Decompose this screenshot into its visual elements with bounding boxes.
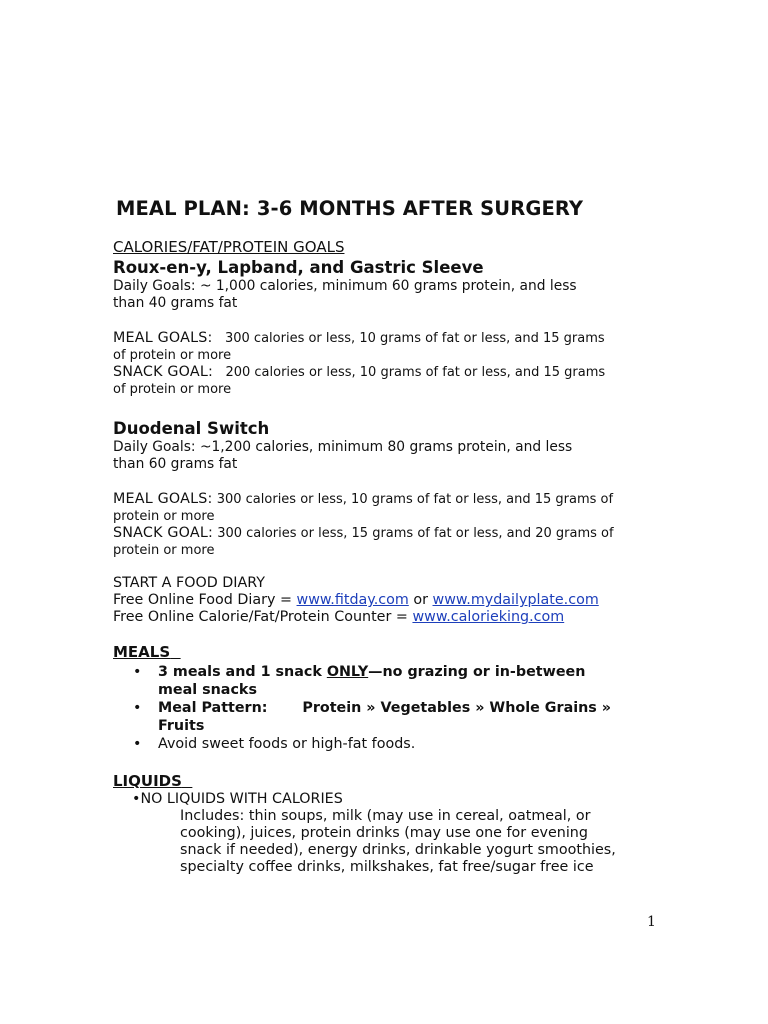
bullet-icon: • bbox=[133, 700, 142, 716]
page-number: 1 bbox=[647, 914, 656, 930]
liquids-desc-line-3: snack if needed), energy drinks, drinkable yogurt smoothies, bbox=[180, 841, 616, 858]
duodenal-snack-text-1: 300 calories or less, 15 grams of fat or less, and 20 grams of bbox=[217, 526, 614, 541]
meal-pattern-end: Fruits bbox=[158, 717, 205, 734]
roux-meal-label: MEAL GOALS: bbox=[113, 330, 213, 346]
meals-item-1-c: meal snacks bbox=[158, 681, 257, 698]
duodenal-heading: Duodenal Switch bbox=[113, 419, 270, 438]
list-item bbox=[133, 664, 658, 699]
liquids-heading: LIQUIDS bbox=[113, 771, 182, 790]
bullet-icon: • bbox=[133, 736, 142, 752]
page-title: MEAL PLAN: 3-6 MONTHS AFTER SURGERY bbox=[116, 197, 584, 220]
liquids-item-1 bbox=[132, 791, 658, 808]
roux-daily-line-1: Daily Goals: ~ 1,000 calories, minimum 60 grams protein, and less bbox=[113, 278, 577, 294]
food-diary-label: Free Online Food Diary = bbox=[113, 592, 297, 608]
meal-pattern-label: Meal Pattern: bbox=[158, 700, 268, 716]
duodenal-meal-text-1: 300 calories or less, 10 grams of fat or less, and 15 grams of bbox=[216, 492, 614, 507]
roux-snack-text-1: 200 calories or less, 10 grams of fat or less, and 15 grams bbox=[225, 365, 606, 380]
list-item bbox=[133, 736, 658, 754]
duodenal-meal-text-2: protein or more bbox=[113, 509, 215, 524]
duodenal-snack-goal bbox=[113, 525, 658, 559]
duodenal-daily-goals bbox=[113, 439, 658, 473]
meals-item-1-b: —no grazing or in-between bbox=[368, 664, 586, 680]
meal-pattern-sequence: Protein » Vegetables » Whole Grains » bbox=[302, 700, 612, 716]
liquids-desc-line-4: specialty coffee drinks, milkshakes, fat free/sugar free ice bbox=[180, 859, 594, 876]
roux-snack-goal bbox=[113, 364, 658, 398]
duodenal-snack-text-2: protein or more bbox=[113, 543, 215, 558]
roux-meal-text-2: of protein or more bbox=[113, 348, 232, 363]
food-diary-heading: START A FOOD DIARY bbox=[113, 575, 266, 591]
fitday-link[interactable]: www.fitday.com bbox=[296, 592, 409, 608]
liquids-item-1-text: NO LIQUIDS WITH CALORIES bbox=[140, 790, 343, 807]
meals-heading: MEALS bbox=[113, 643, 171, 661]
duodenal-snack-label: SNACK GOAL: bbox=[113, 525, 214, 541]
meals-item-3: Avoid sweet foods or high-fat foods. bbox=[158, 736, 416, 752]
liquids-desc-line-1: Includes: thin soups, milk (may use in cereal, oatmeal, or bbox=[180, 807, 591, 824]
roux-daily-goals bbox=[113, 278, 658, 312]
roux-heading: Roux-en-y, Lapband, and Gastric Sleeve bbox=[113, 258, 484, 277]
duodenal-meal-label: MEAL GOALS: bbox=[113, 491, 213, 507]
meals-list bbox=[113, 664, 658, 754]
food-diary-section bbox=[113, 575, 658, 626]
liquids-description bbox=[180, 808, 620, 877]
bullet-icon: • bbox=[133, 664, 142, 680]
list-item bbox=[133, 700, 658, 735]
goals-heading: CALORIES/FAT/PROTEIN GOALS bbox=[113, 238, 345, 256]
food-diary-line-1 bbox=[113, 592, 658, 609]
duodenal-daily-line-1: Daily Goals: ~1,200 calories, minimum 80 grams protein, and less bbox=[113, 439, 573, 455]
document-page bbox=[113, 196, 658, 876]
roux-daily-line-2: than 40 grams fat bbox=[113, 295, 238, 311]
counter-label: Free Online Calorie/Fat/Protein Counter = bbox=[113, 609, 413, 625]
meals-item-1-a: 3 meals and 1 snack bbox=[158, 664, 327, 680]
roux-meal-text-1: 300 calories or less, 10 grams of fat or less, and 15 grams bbox=[224, 331, 605, 346]
or-text: or bbox=[408, 592, 433, 608]
food-diary-line-2 bbox=[113, 609, 658, 626]
roux-meal-goals bbox=[113, 330, 658, 364]
calorieking-link[interactable]: www.calorieking.com bbox=[412, 609, 565, 625]
roux-snack-label: SNACK GOAL: bbox=[113, 364, 214, 380]
liquids-desc-line-2: cooking), juices, protein drinks (may use one for evening bbox=[180, 824, 588, 841]
duodenal-daily-line-2: than 60 grams fat bbox=[113, 456, 238, 472]
mydailyplate-link[interactable]: www.mydailyplate.com bbox=[432, 592, 599, 608]
bullet-icon: • bbox=[132, 790, 141, 807]
meals-item-1-only: ONLY bbox=[326, 664, 369, 680]
duodenal-meal-goals bbox=[113, 491, 658, 525]
roux-snack-text-2: of protein or more bbox=[113, 382, 232, 397]
